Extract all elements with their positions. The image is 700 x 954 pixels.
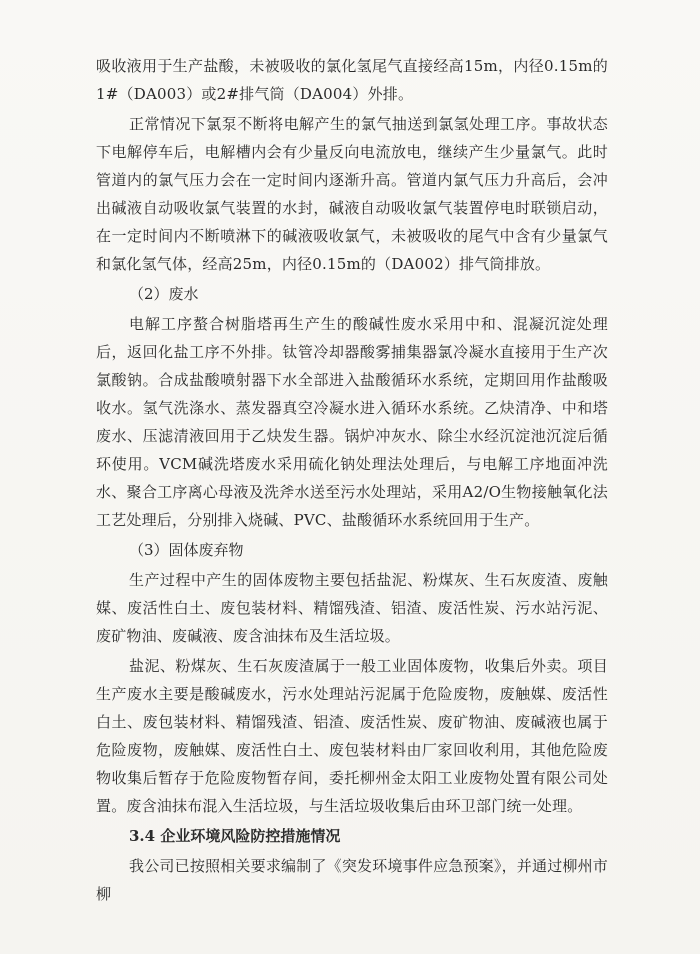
paragraph-emergency-plan: 我公司已按照相关要求编制了《突发环境事件应急预案》，并通过柳州市柳 xyxy=(96,857,608,903)
paragraph-solid-waste-handling: 盐泥、粉煤灰、生石灰废渣属于一般工业固体废物，收集后外卖。项目生产废水主要是酸碱废水，污水处理站污泥属于危险废物，废触媒、废活性白土、废包装材料、精馏残渣、铝渣、废活性炭、废矿物油、废碱液也属于危险废物，废触媒、废活性白土、废包装材料由厂家回收利用，其他危险废物收集后暂存于危险废物暂存间，委托柳州金太阳工业废物处置有限公司处置。废含油抹布混入生活垃圾，与生活垃圾收集后由环卫部门统一处理。 xyxy=(96,657,608,815)
heading-wastewater: （2）废水 xyxy=(129,285,199,303)
heading-section-3-4: 3.4 企业环境风险防控措施情况 xyxy=(129,827,341,845)
paragraph-exhaust-absorption: 吸收液用于生产盐酸，未被吸收的氯化氢尾气直接经高15m，内径0.15m的1#（DA003）或2#排气筒（DA004）外排。 xyxy=(96,57,608,103)
heading-solid-waste: （3）固体废弃物 xyxy=(129,541,244,559)
paragraph-solid-waste-types: 生产过程中产生的固体废物主要包括盐泥、粉煤灰、生石灰废渣、废触媒、废活性白土、废包装材料、精馏残渣、铝渣、废活性炭、污水站污泥、废矿物油、废碱液、废含油抹布及生活垃圾。 xyxy=(96,571,608,645)
paragraph-wastewater: 电解工序螯合树脂塔再生产生的酸碱性废水采用中和、混凝沉淀处理后，返回化盐工序不外排。钛管冷却器酸雾捕集器氯冷凝水直接用于生产次氯酸钠。合成盐酸喷射器下水全部进入盐酸循环水系统，定期回用作盐酸吸收水。氢气洗涤水、蒸发器真空冷凝水进入循环水系统。乙炔清净、中和塔废水、压滤清液回用于乙炔发生器。锅炉冲灰水、除尘水经沉淀池沉淀后循环使用。VCM碱洗塔废水采用硫化钠处理法处理后，与电解工序地面冲洗水、聚合工序离心母液及洗斧水送至污水处理站，采用A2/O生物接触氧化法工艺处理后，分别排入烧碱、PVC、盐酸循环水系统回用于生产。 xyxy=(96,315,608,529)
paragraph-chlorine-emergency: 正常情况下氯泵不断将电解产生的氯气抽送到氯氢处理工序。事故状态下电解停车后，电解槽内会有少量反向电流放电，继续产生少量氯气。此时管道内的氯气压力会在一定时间内逐渐升高。管道内氯气压力升高后，会冲出碱液自动吸收氯气装置的水封，碱液自动吸收氯气装置停电时联锁启动，在一定时间内不断喷淋下的碱液吸收氯气，未被吸收的尾气中含有少量氯气和氯化氢气体，经高25m，内径0.15m的（DA002）排气筒排放。 xyxy=(96,115,608,273)
